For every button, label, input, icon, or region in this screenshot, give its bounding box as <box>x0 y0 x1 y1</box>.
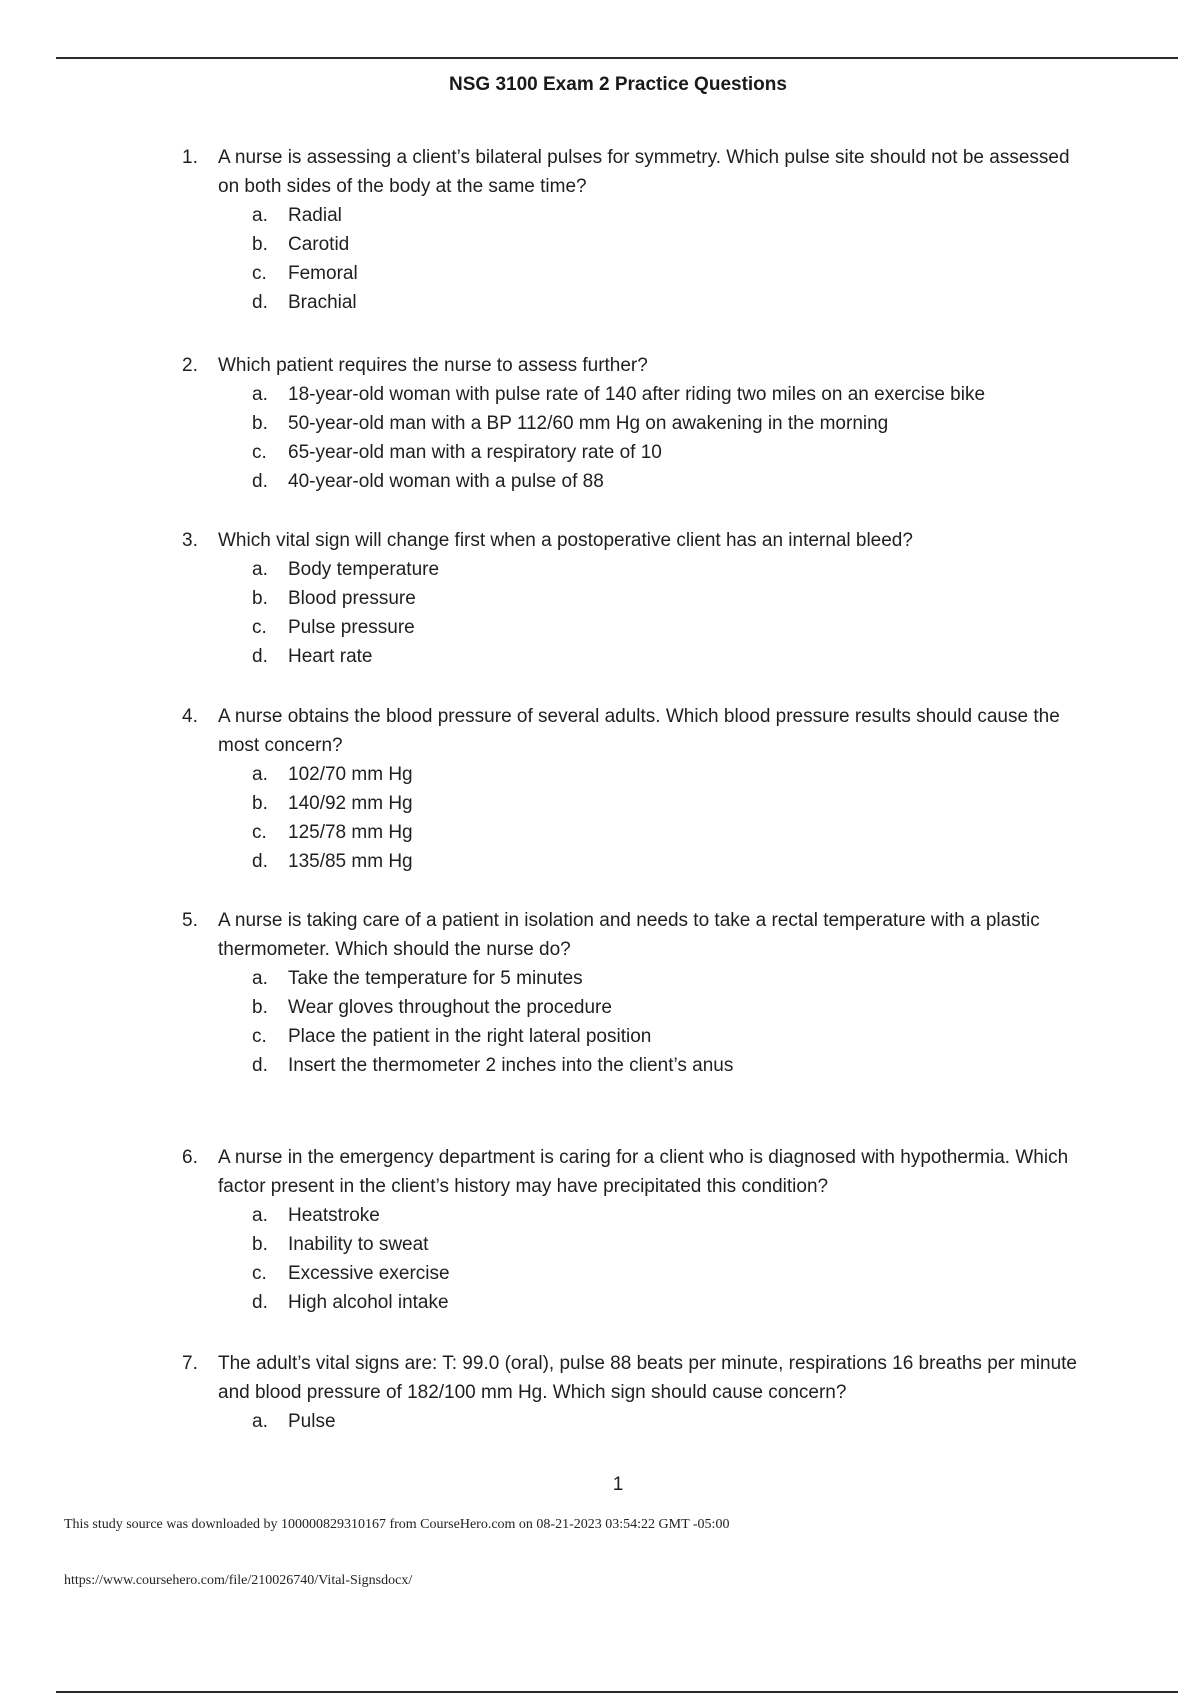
page-title: NSG 3100 Exam 2 Practice Questions <box>449 74 787 95</box>
answer-option <box>252 642 1082 671</box>
answer-option <box>252 613 1082 642</box>
question-number: 1. <box>182 147 198 168</box>
option-text: Place the patient in the right lateral position <box>288 1026 652 1047</box>
option-text: Wear gloves throughout the procedure <box>288 997 612 1018</box>
option-text: Pulse pressure <box>288 617 415 638</box>
answer-option <box>252 438 1082 467</box>
option-letter: d. <box>252 851 268 872</box>
answer-option <box>252 1051 1082 1080</box>
answer-option <box>252 259 1082 288</box>
option-text: Inability to sweat <box>288 1234 429 1255</box>
answer-option <box>252 380 1082 409</box>
question-number: 6. <box>182 1147 198 1168</box>
question-1 <box>182 143 1082 317</box>
question-text: A nurse in the emergency department is caring for a client who is diagnosed with hypothermia. Which factor present in the client’s history may have precipitated this condition? <box>218 1147 1069 1197</box>
option-text: 50-year-old man with a BP 112/60 mm Hg on awakening in the morning <box>288 413 889 434</box>
option-text: 65-year-old man with a respiratory rate of 10 <box>288 442 662 463</box>
answer-option <box>252 760 1082 789</box>
option-text: Body temperature <box>288 559 440 580</box>
option-letter: a. <box>252 764 268 785</box>
question-3 <box>182 526 1082 671</box>
option-text: Pulse <box>288 1411 336 1432</box>
page-number: 1 <box>612 1474 624 1495</box>
option-text: 135/85 mm Hg <box>288 851 413 872</box>
option-letter: b. <box>252 588 268 609</box>
answer-option <box>252 1230 1082 1259</box>
option-text: Carotid <box>288 234 350 255</box>
question-6 <box>182 1143 1082 1317</box>
question-5 <box>182 906 1082 1080</box>
top-divider <box>56 57 1178 59</box>
option-letter: d. <box>252 646 268 667</box>
answer-option <box>252 993 1082 1022</box>
answer-option <box>252 288 1082 317</box>
option-letter: d. <box>252 471 268 492</box>
question-text: Which vital sign will change first when a postoperative client has an internal bleed? <box>218 530 913 551</box>
question-text: A nurse obtains the blood pressure of several adults. Which blood pressure results should cause the most concern? <box>218 706 1060 756</box>
answer-option <box>252 467 1082 496</box>
source-url[interactable]: https://www.coursehero.com/file/210026740/Vital-Signsdocx/ <box>64 1573 413 1588</box>
question-number: 2. <box>182 355 198 376</box>
option-text: Femoral <box>288 263 358 284</box>
answer-option <box>252 409 1082 438</box>
option-letter: d. <box>252 1055 268 1076</box>
answer-options <box>182 964 1082 1080</box>
answer-options <box>182 555 1082 671</box>
answer-option <box>252 1407 1082 1436</box>
download-source-note: This study source was downloaded by 100000829310167 from CourseHero.com on 08-21-2023 03:54:22 GMT -05:00 <box>64 1517 730 1532</box>
answer-option <box>252 1022 1082 1051</box>
question-text: A nurse is taking care of a patient in isolation and needs to take a rectal temperature with a plastic thermometer. Which should the nurse do? <box>218 910 1040 960</box>
answer-option <box>252 201 1082 230</box>
option-letter: c. <box>252 1026 267 1047</box>
answer-option <box>252 818 1082 847</box>
question-text: A nurse is assessing a client’s bilateral pulses for symmetry. Which pulse site should not be assessed on both sides of the body at the same time? <box>218 147 1070 197</box>
option-letter: c. <box>252 1263 267 1284</box>
option-letter: c. <box>252 822 267 843</box>
question-number: 3. <box>182 530 198 551</box>
option-letter: a. <box>252 384 268 405</box>
question-4 <box>182 702 1082 876</box>
bottom-divider <box>56 1691 1178 1693</box>
option-text: 18-year-old woman with pulse rate of 140 after riding two miles on an exercise bike <box>288 384 986 405</box>
answer-option <box>252 847 1082 876</box>
option-text: Heart rate <box>288 646 373 667</box>
option-text: Excessive exercise <box>288 1263 450 1284</box>
option-letter: a. <box>252 1205 268 1226</box>
answer-option <box>252 1259 1082 1288</box>
option-letter: d. <box>252 292 268 313</box>
question-number: 5. <box>182 910 198 931</box>
answer-options <box>182 1407 1082 1436</box>
answer-option <box>252 1288 1082 1317</box>
option-text: 40-year-old woman with a pulse of 88 <box>288 471 604 492</box>
answer-option <box>252 1201 1082 1230</box>
option-letter: d. <box>252 1292 268 1313</box>
option-text: High alcohol intake <box>288 1292 449 1313</box>
option-text: Radial <box>288 205 342 226</box>
option-letter: b. <box>252 1234 268 1255</box>
answer-option <box>252 789 1082 818</box>
answer-options <box>182 380 1082 496</box>
option-letter: c. <box>252 617 267 638</box>
option-text: Insert the thermometer 2 inches into the client’s anus <box>288 1055 734 1076</box>
option-letter: b. <box>252 413 268 434</box>
question-number: 4. <box>182 706 198 727</box>
option-letter: a. <box>252 559 268 580</box>
answer-option <box>252 584 1082 613</box>
option-text: Take the temperature for 5 minutes <box>288 968 583 989</box>
option-text: Blood pressure <box>288 588 416 609</box>
question-text: Which patient requires the nurse to assess further? <box>218 355 648 376</box>
option-letter: b. <box>252 234 268 255</box>
option-text: 140/92 mm Hg <box>288 793 413 814</box>
answer-option <box>252 555 1082 584</box>
option-text: 102/70 mm Hg <box>288 764 413 785</box>
answer-options <box>182 760 1082 876</box>
option-letter: b. <box>252 793 268 814</box>
option-letter: b. <box>252 997 268 1018</box>
answer-option <box>252 230 1082 259</box>
answer-options <box>182 1201 1082 1317</box>
answer-option <box>252 964 1082 993</box>
option-letter: c. <box>252 263 267 284</box>
answer-options <box>182 201 1082 317</box>
question-7 <box>182 1349 1082 1436</box>
question-text: The adult’s vital signs are: T: 99.0 (oral), pulse 88 beats per minute, respirations 16 breaths per minute and blood pressure of 182/100 mm Hg. Which sign should cause concern? <box>218 1353 1077 1403</box>
option-letter: c. <box>252 442 267 463</box>
option-text: 125/78 mm Hg <box>288 822 413 843</box>
option-letter: a. <box>252 968 268 989</box>
question-2 <box>182 351 1082 496</box>
option-letter: a. <box>252 205 268 226</box>
option-letter: a. <box>252 1411 268 1432</box>
option-text: Brachial <box>288 292 357 313</box>
question-number: 7. <box>182 1353 198 1374</box>
option-text: Heatstroke <box>288 1205 380 1226</box>
